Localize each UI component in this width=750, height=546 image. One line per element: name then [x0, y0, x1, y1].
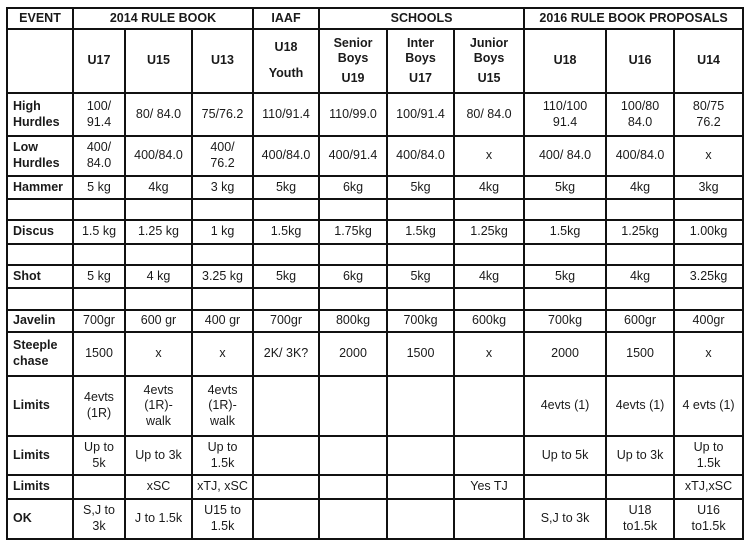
table-cell: 1.00kg — [674, 220, 743, 244]
table-cell: 800kg — [319, 310, 387, 332]
table-cell — [253, 199, 319, 220]
table-cell — [387, 499, 454, 539]
table-cell: 3kg — [674, 176, 743, 199]
table-cell: 4 evts (1) — [674, 376, 743, 436]
table-cell: 100/ 91.4 — [73, 93, 125, 136]
column-header-event-blank — [7, 29, 73, 93]
table-cell: 4kg — [454, 176, 524, 199]
table-cell: 110/99.0 — [319, 93, 387, 136]
table-cell — [454, 499, 524, 539]
event-label: Discus — [7, 220, 73, 244]
event-label: Low Hurdles — [7, 136, 73, 176]
table-cell — [319, 475, 387, 499]
table-cell: 1500 — [387, 332, 454, 376]
table-cell: 1.5kg — [253, 220, 319, 244]
table-cell: 400/ 76.2 — [192, 136, 253, 176]
table-cell: 75/76.2 — [192, 93, 253, 136]
table-cell: 2000 — [319, 332, 387, 376]
table-cell — [253, 376, 319, 436]
table-row-high-hurdles — [7, 93, 743, 136]
table-cell: 4kg — [606, 265, 674, 288]
table-cell: 700kg — [387, 310, 454, 332]
table-cell: 5kg — [524, 265, 606, 288]
table-cell: Up to 3k — [606, 436, 674, 475]
rules-comparison-table — [6, 7, 744, 540]
table-cell — [192, 288, 253, 310]
table-cell: 5 kg — [73, 176, 125, 199]
table-row-spacer — [7, 199, 743, 220]
table-cell: 400/84.0 — [125, 136, 192, 176]
table-row-spacer — [7, 288, 743, 310]
table-cell: 1.5 kg — [73, 220, 125, 244]
table-row-limits-distance — [7, 436, 743, 475]
table-row-low-hurdles — [7, 136, 743, 176]
table-cell — [387, 436, 454, 475]
table-row-ok-events — [7, 499, 743, 539]
table-cell: 700gr — [253, 310, 319, 332]
table-cell — [454, 244, 524, 265]
table-cell: 100/80 84.0 — [606, 93, 674, 136]
column-header-2016-u16: U16 — [606, 29, 674, 93]
table-cell: x — [125, 332, 192, 376]
table-cell: xTJ,xSC — [674, 475, 743, 499]
event-label: Limits — [7, 376, 73, 436]
table-cell: 5kg — [253, 265, 319, 288]
table-cell: 600gr — [606, 310, 674, 332]
table-cell — [387, 199, 454, 220]
table-cell: 2000 — [524, 332, 606, 376]
table-cell: S,J to 3k — [524, 499, 606, 539]
table-cell: 5 kg — [73, 265, 125, 288]
table-row-limits-events-excluded — [7, 475, 743, 499]
table-cell: x — [674, 332, 743, 376]
table-cell — [125, 244, 192, 265]
table-cell — [524, 244, 606, 265]
table-row-javelin — [7, 310, 743, 332]
event-label: High Hurdles — [7, 93, 73, 136]
table-cell: 4kg — [125, 176, 192, 199]
table-row-steeplechase — [7, 332, 743, 376]
table-cell — [192, 199, 253, 220]
table-cell: Up to 5k — [524, 436, 606, 475]
column-header-2016-u18: U18 — [524, 29, 606, 93]
column-header-junior-boys-u15: Junior Boys U15 — [454, 29, 524, 93]
table-cell — [125, 288, 192, 310]
table-cell — [454, 436, 524, 475]
table-cell: 400/91.4 — [319, 136, 387, 176]
table-cell: 100/91.4 — [387, 93, 454, 136]
table-cell — [674, 199, 743, 220]
table-cell: 400/84.0 — [387, 136, 454, 176]
table-cell: 1 kg — [192, 220, 253, 244]
event-label: Limits — [7, 475, 73, 499]
event-label: Limits — [7, 436, 73, 475]
table-cell — [387, 288, 454, 310]
group-header-row — [7, 8, 743, 29]
table-cell: Up to 5k — [73, 436, 125, 475]
table-cell — [606, 288, 674, 310]
table-cell: 80/ 84.0 — [125, 93, 192, 136]
table-cell: 5kg — [387, 265, 454, 288]
column-header-senior-boys-u19: Senior Boys U19 — [319, 29, 387, 93]
table-cell — [319, 244, 387, 265]
event-label: Shot — [7, 265, 73, 288]
table-cell — [524, 199, 606, 220]
table-cell — [454, 376, 524, 436]
table-cell: S,J to 3k — [73, 499, 125, 539]
table-cell: U15 to 1.5k — [192, 499, 253, 539]
table-row-hammer — [7, 176, 743, 199]
column-header-2014-u17: U17 — [73, 29, 125, 93]
table-cell: 700kg — [524, 310, 606, 332]
table-cell: 1.25 kg — [125, 220, 192, 244]
column-header-2016-u14: U14 — [674, 29, 743, 93]
table-cell: xTJ, xSC — [192, 475, 253, 499]
table-cell: xSC — [125, 475, 192, 499]
table-cell — [319, 199, 387, 220]
table-cell: 1.75kg — [319, 220, 387, 244]
table-body — [7, 93, 743, 539]
table-cell: 4evts (1R) — [73, 376, 125, 436]
group-header-iaaf: IAAF — [253, 8, 319, 29]
table-cell — [73, 199, 125, 220]
table-cell — [73, 475, 125, 499]
table-cell — [253, 475, 319, 499]
table-cell — [524, 475, 606, 499]
table-cell: 400gr — [674, 310, 743, 332]
table-cell: 4evts (1) — [524, 376, 606, 436]
table-cell: 5kg — [253, 176, 319, 199]
table-cell: 400/84.0 — [253, 136, 319, 176]
table-cell: 400/ 84.0 — [524, 136, 606, 176]
table-cell — [606, 475, 674, 499]
table-cell — [253, 244, 319, 265]
table-cell: 4 kg — [125, 265, 192, 288]
table-cell — [674, 288, 743, 310]
table-cell: 600 gr — [125, 310, 192, 332]
table-cell: 110/91.4 — [253, 93, 319, 136]
column-header-2014-u13: U13 — [192, 29, 253, 93]
table-cell: Up to 1.5k — [192, 436, 253, 475]
table-cell: 5kg — [387, 176, 454, 199]
table-cell — [606, 244, 674, 265]
table-cell: 1.25kg — [454, 220, 524, 244]
table-cell: 600kg — [454, 310, 524, 332]
table-cell: 1500 — [606, 332, 674, 376]
table-cell: Yes TJ — [454, 475, 524, 499]
table-cell — [319, 436, 387, 475]
table-cell — [253, 499, 319, 539]
table-cell — [319, 499, 387, 539]
table-row-discus — [7, 220, 743, 244]
table-cell: 80/75 76.2 — [674, 93, 743, 136]
table-cell — [125, 199, 192, 220]
table-cell: 3.25kg — [674, 265, 743, 288]
table-cell — [192, 244, 253, 265]
column-header-inter-boys-u17: Inter Boys U17 — [387, 29, 454, 93]
table-cell — [454, 199, 524, 220]
table-cell: 5kg — [524, 176, 606, 199]
group-header-event: EVENT — [7, 8, 73, 29]
column-header-2014-u15: U15 — [125, 29, 192, 93]
table-cell — [387, 376, 454, 436]
table-cell: 400/ 84.0 — [73, 136, 125, 176]
table-cell — [524, 288, 606, 310]
table-cell: 1.5kg — [524, 220, 606, 244]
table-cell: 4evts (1R)- walk — [192, 376, 253, 436]
table-cell — [253, 436, 319, 475]
table-cell: 6kg — [319, 265, 387, 288]
table-cell: 4kg — [606, 176, 674, 199]
table-cell — [606, 199, 674, 220]
table-cell: U18 to1.5k — [606, 499, 674, 539]
table-cell — [253, 288, 319, 310]
table-cell — [387, 475, 454, 499]
table-cell — [319, 376, 387, 436]
table-row-spacer — [7, 244, 743, 265]
table-cell: 6kg — [319, 176, 387, 199]
group-header-2014-rule-book: 2014 RULE BOOK — [73, 8, 253, 29]
table-cell: 3.25 kg — [192, 265, 253, 288]
table-row-limits-events — [7, 376, 743, 436]
table-cell: Up to 3k — [125, 436, 192, 475]
event-label: Javelin — [7, 310, 73, 332]
table-cell — [674, 244, 743, 265]
event-label: Hammer — [7, 176, 73, 199]
group-header-2016-proposals: 2016 RULE BOOK PROPOSALS — [524, 8, 743, 29]
column-header-row — [7, 29, 743, 93]
table-cell: x — [674, 136, 743, 176]
table-cell: J to 1.5k — [125, 499, 192, 539]
column-header-iaaf-u18-youth: U18 Youth — [253, 29, 319, 93]
table-row-shot — [7, 265, 743, 288]
table-cell: 4evts (1) — [606, 376, 674, 436]
event-label — [7, 199, 73, 220]
table-cell: 3 kg — [192, 176, 253, 199]
table-cell: U16 to1.5k — [674, 499, 743, 539]
table-cell — [73, 244, 125, 265]
table-cell — [387, 244, 454, 265]
table-cell — [319, 288, 387, 310]
table-cell: 2K/ 3K? — [253, 332, 319, 376]
table-cell: 1.5kg — [387, 220, 454, 244]
table-cell: x — [454, 136, 524, 176]
table-cell: 1.25kg — [606, 220, 674, 244]
table-cell: 700gr — [73, 310, 125, 332]
event-label: Steeple chase — [7, 332, 73, 376]
table-cell: 80/ 84.0 — [454, 93, 524, 136]
table-cell: 4kg — [454, 265, 524, 288]
table-cell: x — [454, 332, 524, 376]
table-cell: 400/84.0 — [606, 136, 674, 176]
table-cell: 400 gr — [192, 310, 253, 332]
event-label — [7, 288, 73, 310]
group-header-schools: SCHOOLS — [319, 8, 524, 29]
table-cell: Up to 1.5k — [674, 436, 743, 475]
event-label: OK — [7, 499, 73, 539]
table-cell: 4evts (1R)- walk — [125, 376, 192, 436]
table-cell: x — [192, 332, 253, 376]
table-cell: 1500 — [73, 332, 125, 376]
table-cell — [73, 288, 125, 310]
event-label — [7, 244, 73, 265]
table-cell: 110/100 91.4 — [524, 93, 606, 136]
table-cell — [454, 288, 524, 310]
